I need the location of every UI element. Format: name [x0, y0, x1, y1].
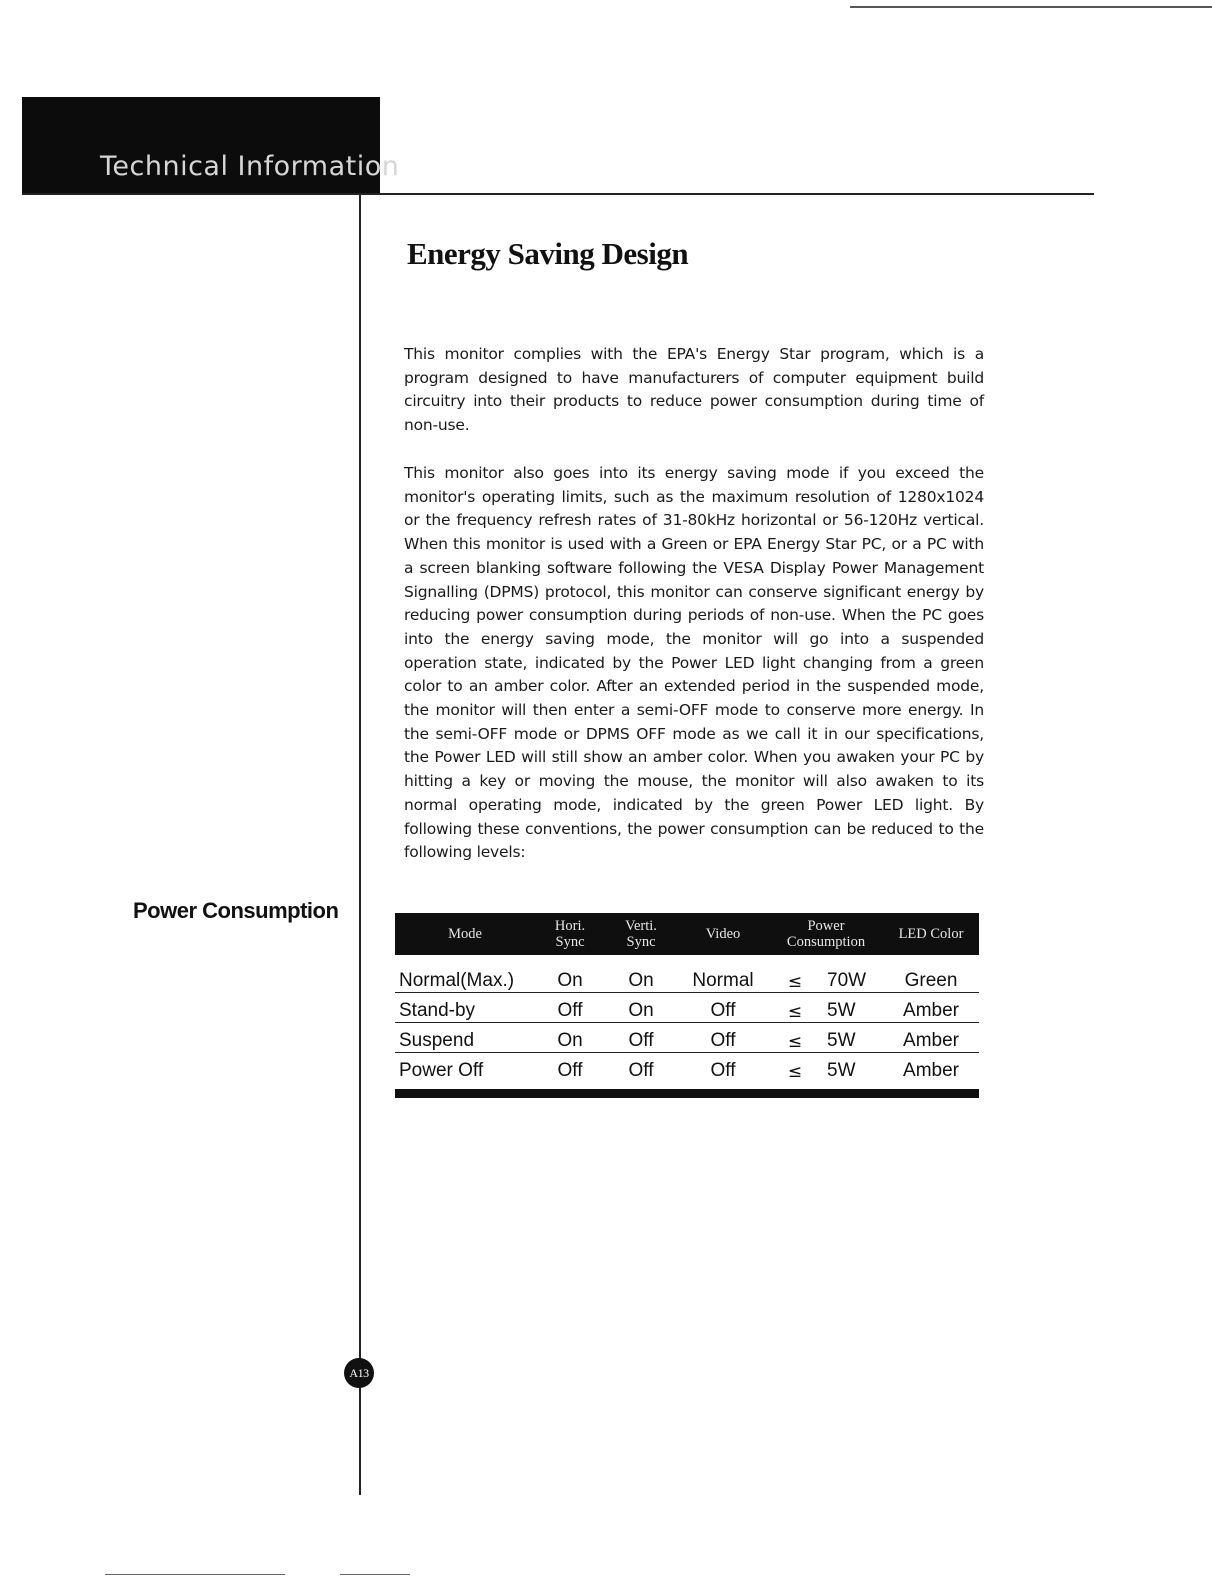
bottom-edge-rule-right: [340, 1574, 410, 1575]
table-header-row: [395, 913, 979, 955]
cell-hori-sync: Off: [557, 1060, 583, 1081]
cell-video: Off: [677, 993, 769, 1023]
cell-led-color: Green: [883, 955, 979, 993]
cell-less-equal: ≤: [787, 1062, 803, 1082]
cell-watts: 5W: [821, 1023, 883, 1053]
cell-led-color: Amber: [883, 993, 979, 1023]
table-row: [395, 955, 979, 993]
bottom-edge-rule-left: [105, 1574, 285, 1575]
cell-hori-sync: On: [535, 1023, 605, 1053]
cell-verti-sync: On: [605, 955, 677, 993]
cell-less-equal: ≤: [769, 955, 821, 993]
cell-led-color: Amber: [903, 1060, 959, 1081]
header-mode: Mode: [395, 913, 535, 955]
power-consumption-table: [395, 913, 979, 1082]
cell-mode: Stand-by: [395, 993, 535, 1023]
header-rule: [22, 193, 1094, 195]
energy-mode-paragraph: This monitor also goes into its energy saving mode if you exceed the monitor's operating limits, such as the maximum resolution of 1280x1024 or the frequency refresh rates of 31-80kHz horizontal or 56-120Hz vertical. When this monitor is used with a Green or EPA Energy Star PC, or a PC with a screen blanking software following the VESA Display Power Management Signalling (DPMS) protocol, this monitor can conserve significant energy by reducing power consumption during periods of non-use. When the PC goes into the energy saving mode, the monitor will go into a suspended operation state, indicated by the Power LED light changing from a green color to an amber color. After an extended period in the suspended mode, the monitor will then enter a semi-OFF mode to conserve more energy. In the semi-OFF mode or DPMS OFF mode as we call it in our specifications, the Power LED will still show an amber color. When you awaken your PC by hitting a key or moving the mouse, the monitor will also awaken to its normal operating mode, indicated by the green Power LED light. By following these conventions, the power consumption can be reduced to the following levels:: [404, 464, 984, 862]
cell-watts: 5W: [821, 993, 883, 1023]
cell-less-equal: ≤: [769, 993, 821, 1023]
cell-mode: Suspend: [395, 1023, 535, 1053]
header-led-color: LED Color: [883, 913, 979, 955]
cell-verti-sync: Off: [628, 1060, 654, 1081]
table-bottom-bar: [395, 1089, 979, 1098]
page-title: Energy Saving Design: [407, 236, 689, 271]
cell-verti-sync: Off: [605, 1023, 677, 1053]
vertical-margin-rule: [359, 195, 361, 1495]
table-row: [395, 1023, 979, 1053]
cell-led-color: Amber: [883, 1023, 979, 1053]
header-video: Video: [677, 913, 769, 955]
header-power-consumption: Power Consumption: [769, 913, 883, 955]
header-hori-sync: Hori. Sync: [535, 913, 605, 955]
cell-video: Normal: [677, 955, 769, 993]
cell-mode: Normal(Max.): [395, 955, 535, 993]
cell-watts: 70W: [821, 955, 883, 993]
cell-video: Off: [710, 1060, 736, 1081]
table-row: [395, 993, 979, 1023]
cell-hori-sync: On: [535, 955, 605, 993]
page-number: A13: [349, 1365, 369, 1380]
cell-less-equal: ≤: [769, 1023, 821, 1053]
header-verti-sync: Verti. Sync: [605, 913, 677, 955]
cell-hori-sync: Off: [535, 993, 605, 1023]
power-consumption-label: Power Consumption: [133, 898, 339, 923]
page-number-badge: [344, 1358, 374, 1388]
table-row: [395, 1053, 979, 1083]
section-header-band: [22, 97, 400, 195]
cell-video: Off: [677, 1023, 769, 1053]
cell-verti-sync: On: [605, 993, 677, 1023]
intro-paragraph: This monitor complies with the EPA's Energy Star program, which is a program designed to have manufacturers of computer equipment build circuitry into their products to reduce power consumption during time of non-use.: [404, 345, 984, 435]
cell-mode: Power Off: [399, 1060, 484, 1081]
top-edge-rule: [850, 6, 1212, 8]
section-title: Technical Information: [100, 151, 400, 182]
cell-watts: 5W: [827, 1060, 856, 1081]
